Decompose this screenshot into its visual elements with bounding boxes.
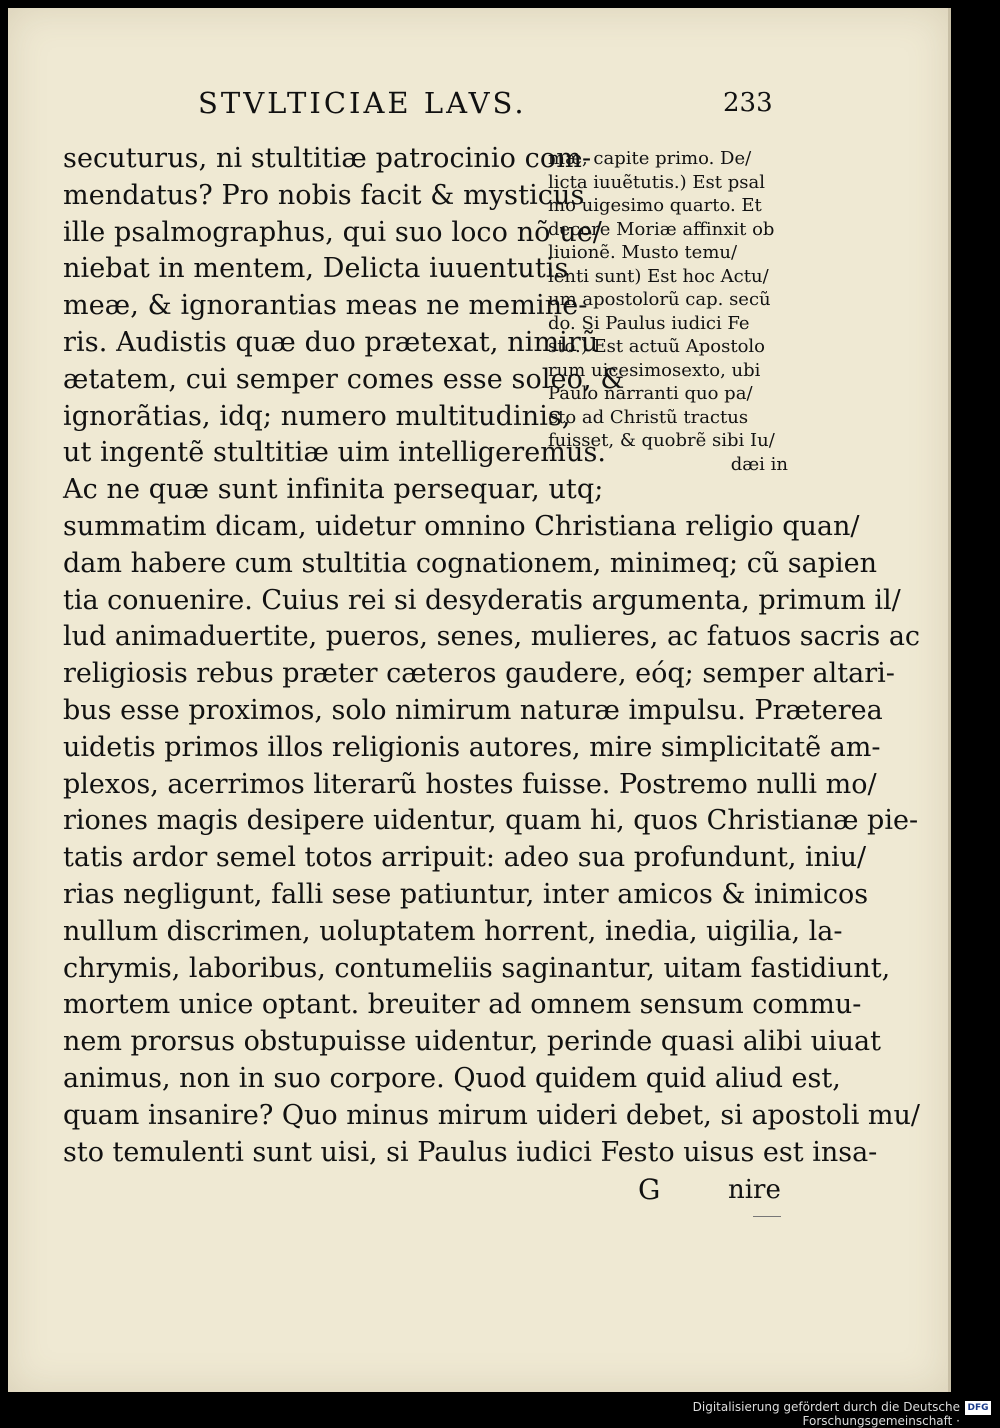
note-line: fuisset, & quobrẽ sibi Iu/: [548, 430, 775, 451]
text-line: dam habere cum stultitia cognationem, minimeq; cũ sapien: [63, 547, 878, 579]
note-line: sto.) Est actuũ Apostolo: [548, 336, 766, 357]
page-number: 233: [723, 88, 773, 118]
text-line: ut ingentẽ stultitiæ uim intelligeremus.: [63, 437, 607, 469]
running-title: STVLTICIAE LAVS.: [198, 86, 527, 120]
text-line: lud animaduertite, pueros, senes, mulieres, ac fatuos sacris ac: [63, 621, 921, 653]
text-line: Ac ne quæ sunt infinita persequar, utq;: [63, 474, 604, 506]
catchword: nire: [728, 1175, 781, 1205]
text-line: rias negligunt, falli sese patiuntur, inter amicos & inimicos: [63, 878, 869, 910]
text-line: uidetis primos illos religionis autores, mire simplicitatẽ am-: [63, 731, 881, 763]
text-line: ille psalmographus, qui suo loco nõ ue/: [63, 216, 602, 248]
note-line: um apostolorũ cap. secũ: [548, 289, 771, 310]
note-line: do. Si Paulus iudici Fe: [548, 312, 750, 334]
note-line: mæ, capite primo. De/: [548, 148, 752, 169]
note-line: dæi in: [730, 453, 788, 475]
text-line: religiosis rebus præter cæteros gaudere, eóq; semper altari-: [63, 658, 895, 690]
note-line: lenti sunt) Est hoc Actu/: [548, 265, 769, 287]
text-line: tatis ardor semel totos arripuit: adeo sua profundunt, iniu/: [63, 842, 867, 874]
digitization-credit: Digitalisierung gefördert durch die Deutsche Forschungsgemeinschaft ·: [692, 1400, 960, 1428]
dfg-logo-icon: DFG: [965, 1401, 991, 1415]
text-line: tia conuenire. Cuius rei si desyderatis argumenta, primum il/: [63, 584, 901, 616]
page-header: [178, 84, 778, 124]
text-line: chrymis, laboribus, contumeliis saginantur, uitam fastidiunt,: [63, 952, 891, 984]
text-line: ris. Audistis quæ duo prætexat, nimirũ: [63, 326, 599, 358]
text-line: mendatus? Pro nobis facit & mysticus: [63, 179, 585, 211]
book-page: [8, 8, 951, 1392]
note-line: liuionẽ. Musto temu/: [548, 242, 738, 263]
note-line: cto ad Christũ tractus: [548, 406, 749, 428]
text-line: nullum discrimen, uoluptatem horrent, inedia, uigilia, la-: [63, 915, 843, 947]
note-line: licta iuuẽtutis.) Est psal: [548, 171, 765, 193]
note-line: decore Moriæ affinxit ob: [548, 218, 775, 240]
marginal-note: [548, 147, 788, 476]
text-line: quam insanire? Quo minus mirum uideri debet, si apostoli mu/: [63, 1099, 920, 1131]
text-line: ignorãtias, idq; numero multitudinis,: [63, 400, 571, 432]
signature-mark: G: [638, 1173, 661, 1206]
note-line: rum uicesimosexto, ubi: [548, 359, 761, 381]
text-line: secuturus, ni stultitiæ patrocinio com-: [63, 143, 592, 174]
note-line: Paulo narranti quo pa/: [548, 383, 753, 404]
text-line: nem prorsus obstupuisse uidentur, perinde quasi alibi uiuat: [63, 1026, 881, 1058]
catchword-rule: [753, 1216, 781, 1217]
text-line: meæ, & ignorantias meas ne memine-: [63, 290, 588, 322]
main-text-column: [63, 141, 625, 509]
text-line: animus, non in suo corpore. Quod quidem quid aliud est,: [63, 1062, 841, 1094]
text-line: niebat in mentem, Delicta iuuentutis: [63, 253, 569, 285]
main-text-full-width: [63, 509, 921, 1171]
text-line: bus esse proximos, solo nimirum naturæ impulsu. Præterea: [63, 694, 883, 726]
text-line: sto temulenti sunt uisi, si Paulus iudici Festo uisus est insa-: [63, 1136, 878, 1168]
text-line: summatim dicam, uidetur omnino Christiana religio quan/: [63, 511, 860, 542]
text-line: plexos, acerrimos literarũ hostes fuisse. Postremo nulli mo/: [63, 768, 877, 800]
text-line: ætatem, cui semper comes esse soleo, &: [63, 363, 625, 395]
text-line: mortem unice optant. breuiter ad omnem sensum commu-: [63, 989, 862, 1021]
text-line: riones magis desipere uidentur, quam hi, quos Christianæ pie-: [63, 805, 919, 837]
note-line: mo uigesimo quarto. Et: [548, 195, 762, 216]
